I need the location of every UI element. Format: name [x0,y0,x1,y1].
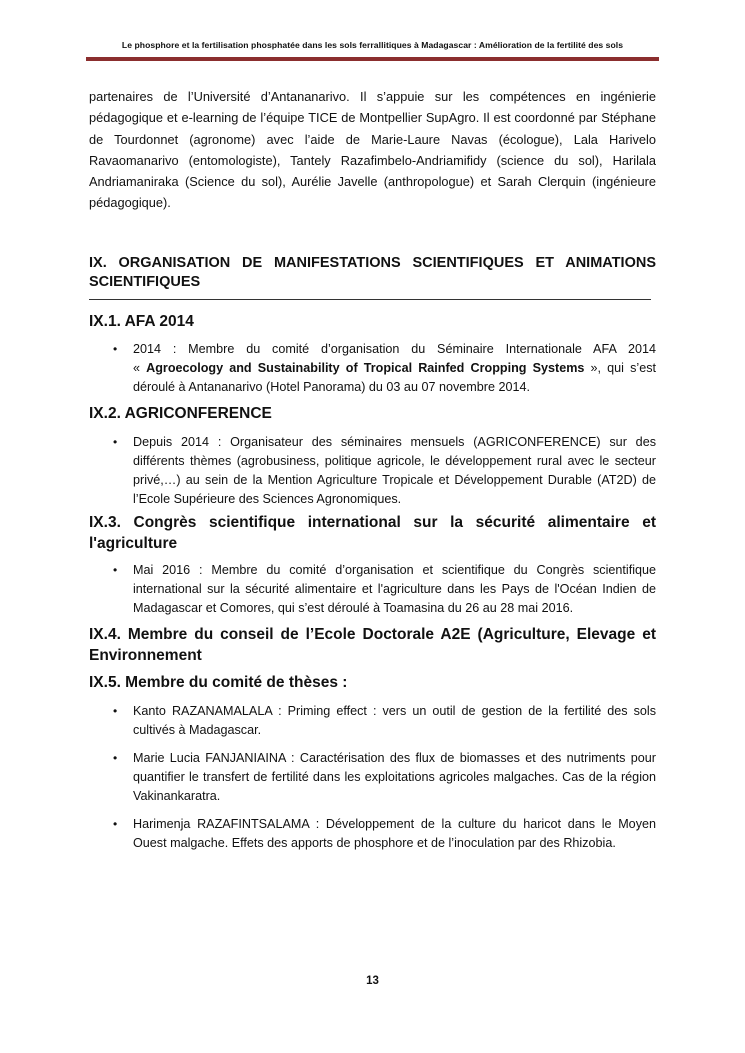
afa-list [89,340,656,397]
list-item [89,433,656,509]
congres-list [89,561,656,618]
page-content [89,86,656,853]
list-item [89,561,656,618]
afa-item-title: Agroecology and Sustainability of Tropical Rainfed Cropping Systems [146,361,585,376]
section-title: IX. ORGANISATION DE MANIFESTATIONS SCIENTIFIQUES ET ANIMATIONS SCIENTIFIQUES [89,254,656,290]
congres-item: Mai 2016 : Membre du comité d’organisation et scientifique du Congrès scientifique international sur la sécurité alimentaire et l'agriculture dans les Pays de l'Océan Indien de Madagascar et Comores, qui s’est déroulé à Toamasina du 26 au 28 mai 2016. [133,562,656,615]
bullet-icon: • [113,817,118,832]
subsection-title-congres: IX.3. Congrès scientifique international sur la sécurité alimentaire et l'agriculture [89,513,656,553]
header-rule [86,57,659,61]
list-item [89,749,656,806]
page-number: 13 [366,975,379,987]
afa-item-suffix: », qui s’est déroulé à Antananarivo (Hotel Panorama) du 03 au 07 novembre 2014. [133,361,656,395]
running-header: Le phosphore et la fertilisation phosphatée dans les sols ferrallitiques à Madagascar : Amélioration de la fertilité des sols [121,40,624,50]
theses-list [89,702,656,853]
bullet-icon: • [113,704,118,719]
subsection-title-ecole-doctorale: IX.4. Membre du conseil de l’Ecole Doctorale A2E (Agriculture, Elevage et Environnement [89,625,656,665]
afa-item-prefix: 2014 : Membre du comité d’organisation du Séminaire Internationale AFA 2014 « [133,342,656,376]
intro-paragraph: partenaires de l’Université d’Antananarivo. Il s’appuie sur les compétences en ingénierie pédagogique et e-learning de l’équipe TICE de Montpellier SupAgro. Il est coordonné par Stéphane de Tourdonnet (agronome) avec l’aide de Marie-Laure Navas (écologue), Lala Harivelo Ravaomanarivo (entomologiste), Tantely Razafimbelo-Andriamifidy (science du sol), Harilala Andriamaniraka (Science du sol), Aurélie Javelle (anthropologue) et Sarah Clerquin (ingénieure pédagogique). [89,89,656,211]
list-item [89,340,656,397]
thesis-item: Marie Lucia FANJANIAINA : Caractérisation des flux de biomasses et des nutriments pour quantifier le transfert de fertilité dans les exploitations agricoles malgaches. Cas de la région Vakinankaratra. [133,751,656,804]
section-underline [89,299,651,300]
thesis-item: Harimenja RAZAFINTSALAMA : Développement de la culture du haricot dans le Moyen Ouest malgache. Effets des apports de phosphore et de l’inoculation par des Rhizobia. [133,817,656,851]
list-item [89,815,656,853]
agriconference-list [89,433,656,509]
agriconference-item: Depuis 2014 : Organisateur des séminaires mensuels (AGRICONFERENCE) sur des différents thèmes (agrobusiness, politique agricole, le développement rural avec le secteur privé,…) au sein de la Mention Agriculture Tropicale et Développement Durable (AT2D) de l’Ecole Supérieure des Sciences Agronomiques. [133,434,656,506]
list-item [89,702,656,740]
subsection-title-theses: IX.5. Membre du comité de thèses : [89,673,348,691]
bullet-icon: • [113,342,118,357]
bullet-icon: • [113,562,118,577]
bullet-icon: • [113,434,118,449]
bullet-icon: • [113,751,118,766]
subsection-title-afa: IX.1. AFA 2014 [89,312,194,330]
thesis-item: Kanto RAZANAMALALA : Priming effect : vers un outil de gestion de la fertilité des sols cultivés à Madagascar. [133,704,656,738]
subsection-title-agriconference: IX.2. AGRICONFERENCE [89,405,272,423]
